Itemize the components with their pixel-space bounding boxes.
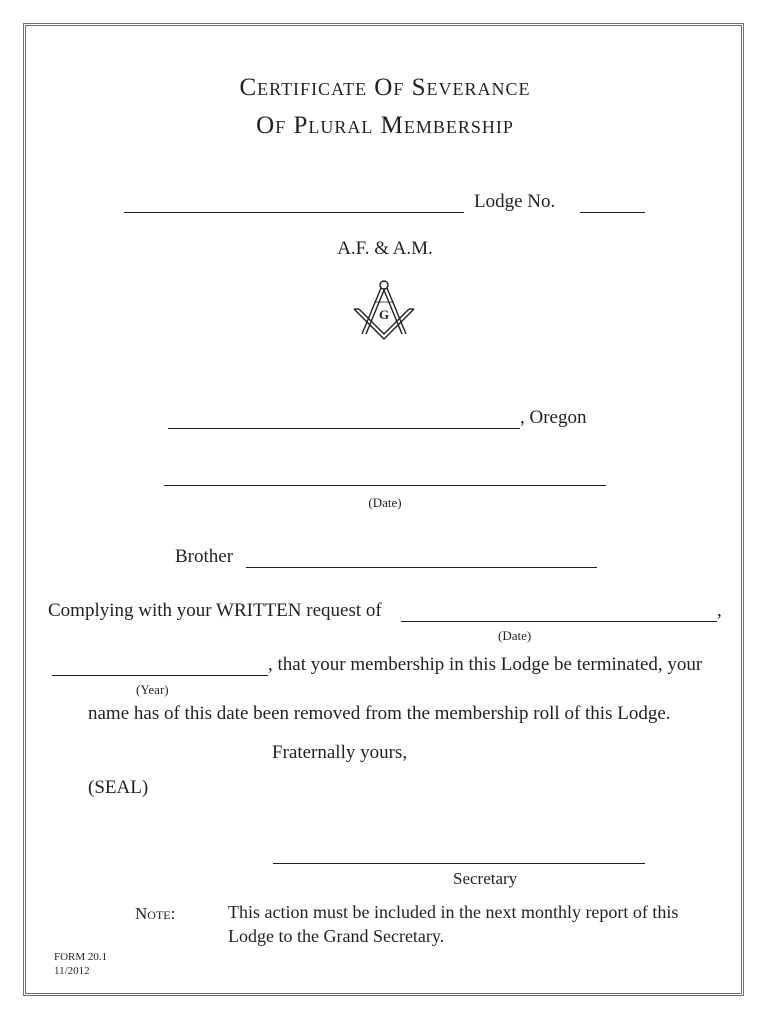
date-field[interactable]	[164, 485, 606, 486]
note-line-1: This action must be included in the next monthly report of this	[228, 902, 679, 922]
city-field[interactable]	[168, 428, 520, 429]
termination-text: , that your membership in this Lodge be terminated, your	[268, 654, 703, 675]
request-date-field[interactable]	[401, 621, 717, 622]
emblem-letter: G	[378, 307, 390, 322]
note-label: Note:	[135, 904, 176, 923]
lodge-no-label: Lodge No.	[474, 191, 556, 212]
lodge-name-field[interactable]	[124, 212, 464, 213]
lodge-number-field[interactable]	[580, 212, 645, 213]
closing-text: Fraternally yours,	[272, 742, 408, 763]
greeting-label: Brother	[175, 546, 234, 567]
date-caption: (Date)	[368, 495, 402, 510]
seal-label: (SEAL)	[88, 777, 149, 798]
brother-name-field[interactable]	[246, 567, 597, 568]
state-label: , Oregon	[520, 407, 587, 428]
certificate-title-line-2: Of Plural Membership	[256, 112, 514, 139]
request-comma: ,	[717, 600, 722, 621]
year-field[interactable]	[52, 675, 268, 676]
signature-caption: Secretary	[453, 869, 518, 888]
certificate-title-line-1: Certificate Of Severance	[239, 74, 531, 101]
affiliation-text: A.F. & A.M.	[337, 238, 433, 259]
request-date-caption: (Date)	[498, 628, 532, 643]
year-caption: (Year)	[136, 682, 169, 697]
secretary-signature-field[interactable]	[273, 863, 645, 864]
note-line-2: Lodge to the Grand Secretary.	[228, 926, 445, 946]
request-text: Complying with your WRITTEN request of	[48, 600, 382, 621]
removal-text: name has of this date been removed from the membership roll of this Lodge.	[88, 703, 671, 724]
form-date: 11/2012	[54, 965, 90, 977]
form-number: FORM 20.1	[54, 951, 108, 963]
